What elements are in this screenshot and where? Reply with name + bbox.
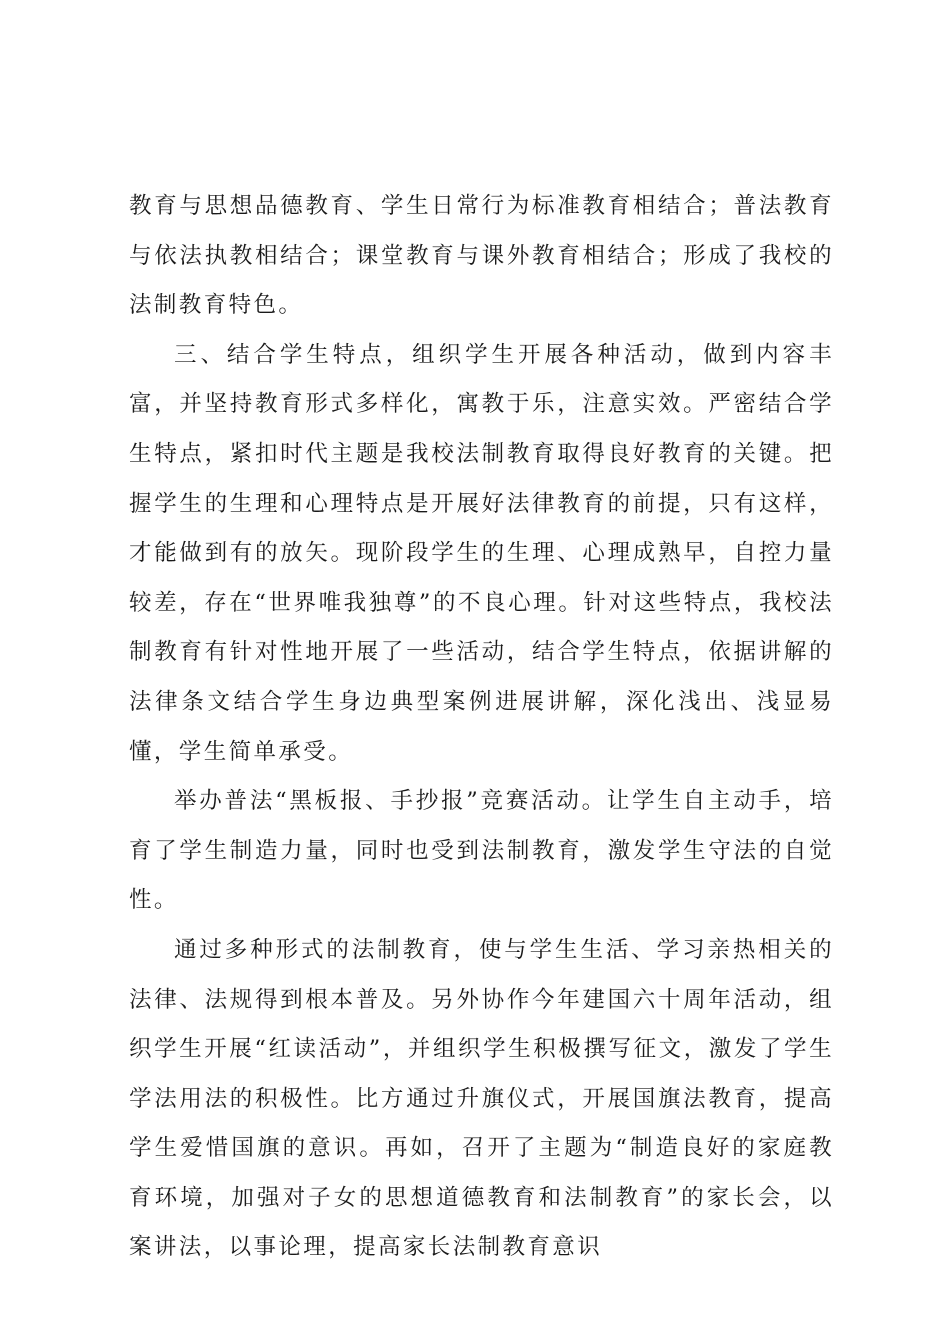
paragraph-section-three: 三、结合学生特点，组织学生开展各种活动，做到内容丰富，并坚持教育形式多样化，寓教于乐，注意实效。严密结合学生特点，紧扣时代主题是我校法制教育取得良好教育的关键。把握学生的生理和心理特点是开展好法律教育的前提，只有这样，才能做到有的放矢。现阶段学生的生理、心理成熟早，自控力量较差，存在“世界唯我独尊”的不良心理。针对这些特点，我校法制教育有针对性地开展了一些活动，结合学生特点，依据讲解的法律条文结合学生身边典型案例进展讲解，深化浅出、浅显易懂，学生简单承受。 [129,341,834,765]
paragraph-blackboard-contest: 举办普法“黑板报、手抄报”竞赛活动。让学生自主动手，培育了学生制造力量，同时也受到法制教育，激发学生守法的自觉性。 [129,788,834,914]
paragraph-continuation: 教育与思想品德教育、学生日常行为标准教育相结合；普法教育与依法执教相结合；课堂教育与课外教育相结合；形成了我校的法制教育特色。 [129,193,834,319]
paragraph-legal-education-forms: 通过多种形式的法制教育，使与学生生活、学习亲热相关的法律、法规得到根本普及。另外协作今年建国六十周年活动，组织学生开展“红读活动”，并组织学生积极撰写征文，激发了学生学法用法的积极性。比方通过升旗仪式，开展国旗法教育，提高学生爱惜国旗的意识。再如，召开了主题为“制造良好的家庭教育环境，加强对子女的思想道德教育和法制教育”的家长会，以案讲法，以事论理，提高家长法制教育意识 [129,936,834,1261]
document-body [129,182,834,1273]
